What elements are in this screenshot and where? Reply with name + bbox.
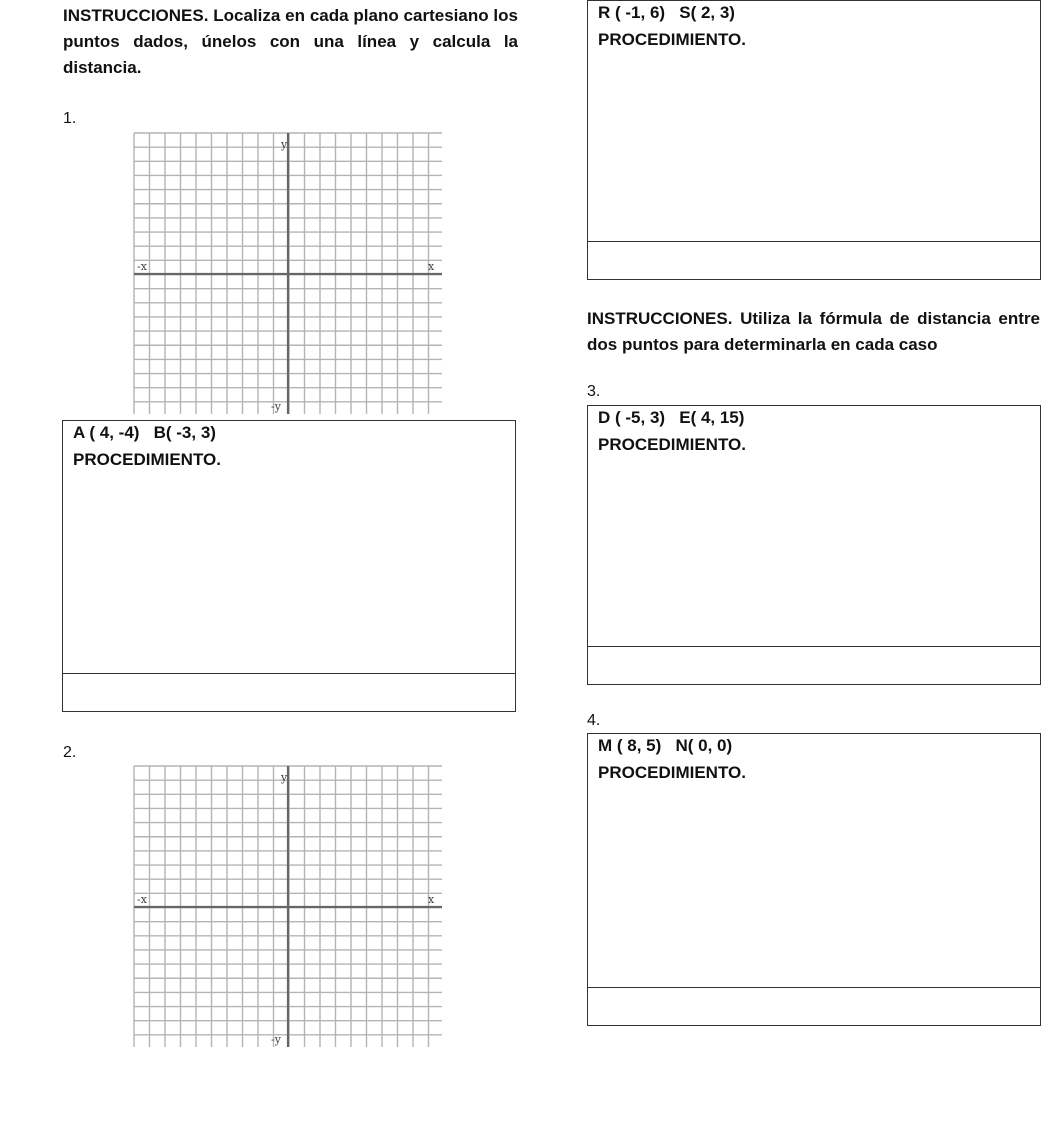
cartesian-plane-1[interactable] bbox=[133, 132, 443, 415]
neg-x-axis-label: -x bbox=[137, 260, 147, 273]
y-axis-label: y bbox=[281, 138, 288, 151]
cartesian-plane-2[interactable] bbox=[133, 765, 443, 1048]
problem-box-2 bbox=[587, 0, 1041, 280]
x-axis-label: x bbox=[428, 893, 435, 906]
answer-field[interactable] bbox=[588, 241, 1040, 279]
answer-field[interactable] bbox=[588, 987, 1040, 1025]
problem-points: D ( -5, 3) E( 4, 15) bbox=[598, 408, 745, 427]
procedure-label: PROCEDIMIENTO. bbox=[598, 763, 746, 782]
problem-number-4: 4. bbox=[587, 712, 601, 729]
instructions-section2: INSTRUCCIONES. Utiliza la fórmula de distancia entre dos puntos para determinarla en cada caso bbox=[587, 309, 1040, 354]
procedure-label: PROCEDIMIENTO. bbox=[598, 435, 746, 454]
problem-points: A ( 4, -4) B( -3, 3) bbox=[73, 423, 216, 442]
problem-number-3: 3. bbox=[587, 383, 601, 400]
answer-field[interactable] bbox=[588, 646, 1040, 684]
problem-box-4 bbox=[587, 733, 1041, 1026]
x-axis-label: x bbox=[428, 260, 435, 273]
y-axis-label: y bbox=[281, 771, 288, 784]
problem-number-1: 1. bbox=[63, 110, 77, 127]
neg-y-axis-label: -y bbox=[271, 400, 281, 413]
neg-x-axis-label: -x bbox=[137, 893, 147, 906]
problem-number-2: 2. bbox=[63, 744, 77, 761]
neg-y-axis-label: -y bbox=[271, 1033, 281, 1046]
procedure-label: PROCEDIMIENTO. bbox=[598, 30, 746, 49]
problem-box-3 bbox=[587, 405, 1041, 685]
procedure-label: PROCEDIMIENTO. bbox=[73, 450, 221, 469]
problem-points: M ( 8, 5) N( 0, 0) bbox=[598, 736, 733, 755]
answer-field[interactable] bbox=[63, 673, 515, 711]
problem-box-1 bbox=[62, 420, 516, 712]
instructions-section1: INSTRUCCIONES. Localiza en cada plano cartesiano los puntos dados, únelos con una línea y calcula la distancia. bbox=[63, 6, 518, 77]
problem-points: R ( -1, 6) S( 2, 3) bbox=[598, 3, 735, 22]
